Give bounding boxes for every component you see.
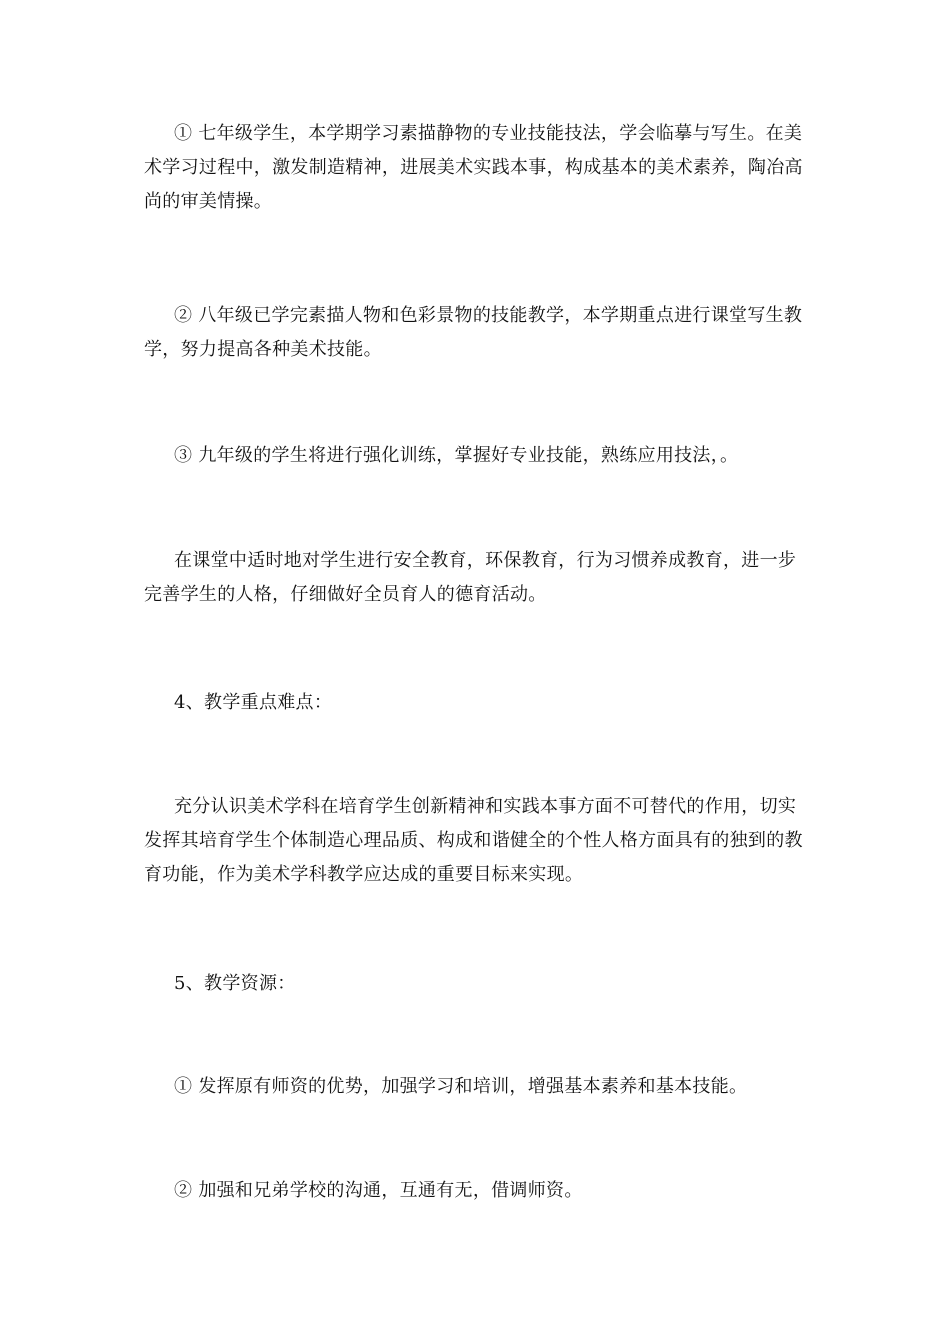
paragraph-grade7-goals: ① 七年级学生，本学期学习素描静物的专业技能技法，学会临摹与写生。在美术学习过程中，激发制造精神，进展美术实践本事，构成基本的美术素养，陶冶高尚的审美情操。 [144,123,803,212]
paragraph-key-points: 充分认识美术学科在培育学生创新精神和实践本事方面不可替代的作用，切实发挥其培育学生个体制造心理品质、构成和谐健全的个性人格方面具有的独到的教育功能，作为美术学科教学应达成的重要目标来实现。 [144,796,803,885]
paragraph-resource-1: ① 发挥原有师资的优势，加强学习和培训，增强基本素养和基本技能。 [174,1076,748,1097]
paragraph-grade9-goals: ③ 九年级的学生将进行强化训练，掌握好专业技能，熟练应用技法，。 [174,445,739,466]
paragraph-resource-2: ② 加强和兄弟学校的沟通，互通有无，借调师资。 [174,1180,583,1201]
heading-teaching-key-points: 4、教学重点难点： [174,692,333,713]
paragraph-grade8-goals: ② 八年级已学完素描人物和色彩景物的技能教学，本学期重点进行课堂写生教学，努力提高各种美术技能。 [144,305,803,360]
heading-teaching-resources: 5、教学资源： [174,973,296,994]
paragraph-moral-education: 在课堂中适时地对学生进行安全教育，环保教育，行为习惯养成教育，进一步完善学生的人格，仔细做好全员育人的德育活动。 [144,550,797,605]
